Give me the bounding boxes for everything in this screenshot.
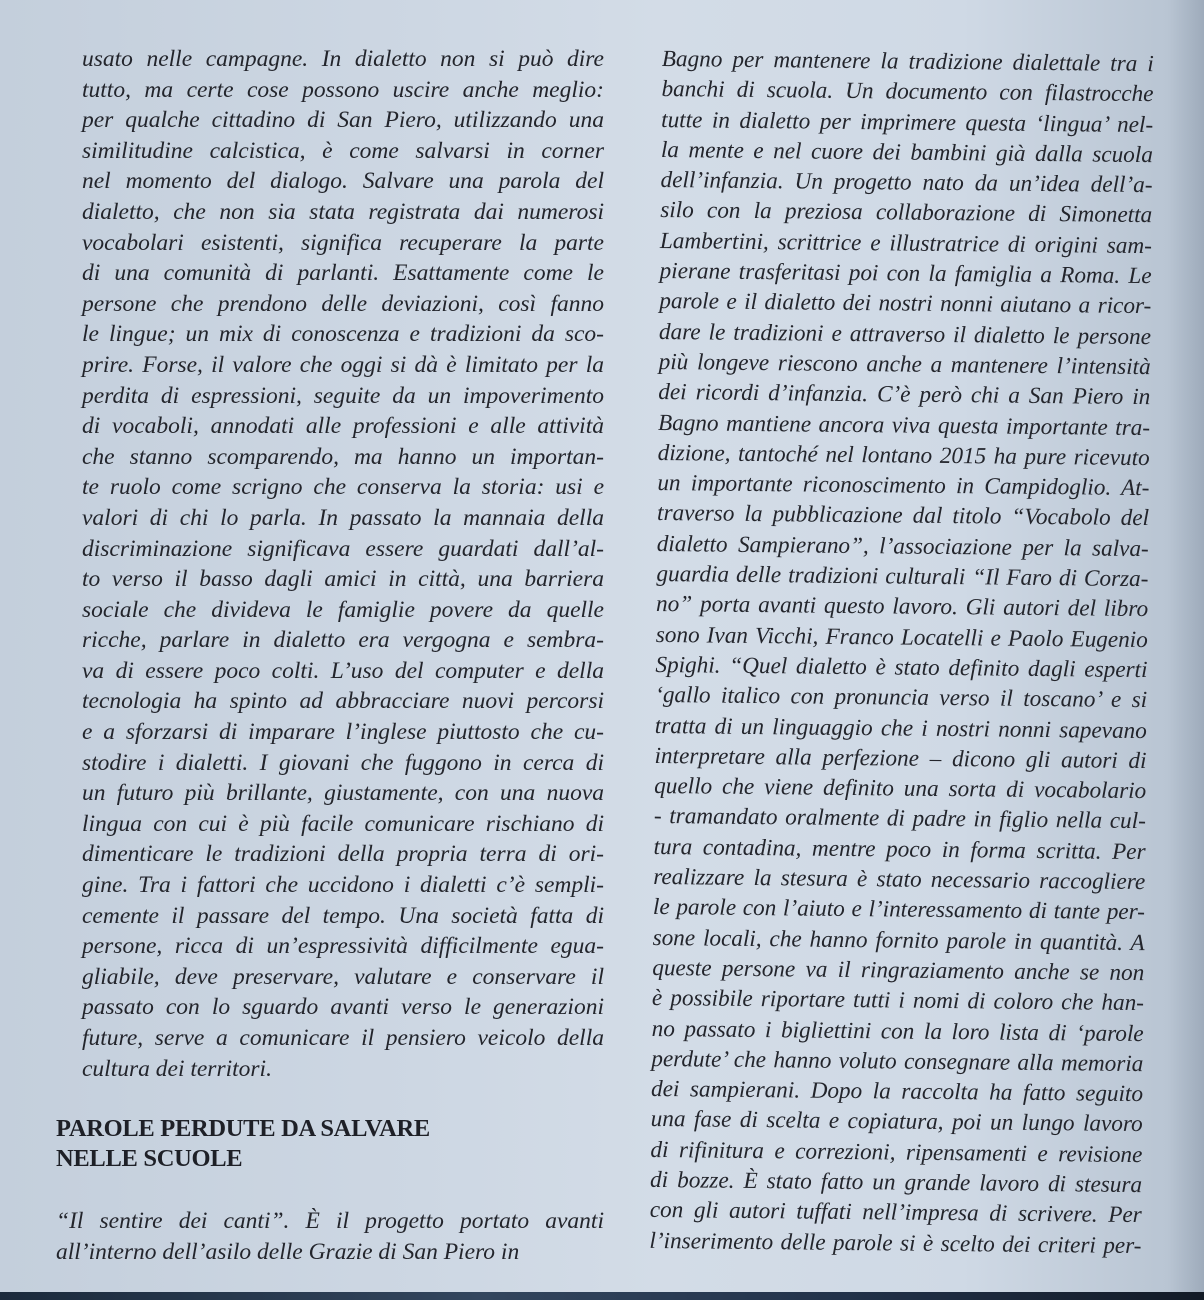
text-line: persone, ricca di un’espressività difficilmente egua- <box>82 933 604 960</box>
text-line: di una comunità di parlanti. Esattamente come le <box>82 260 604 287</box>
section-heading <box>56 1114 430 1174</box>
section-heading-line-2: NELLE SCUOLE <box>56 1145 243 1172</box>
text-line: con gli autori tuffati nell’impresa di scrivere. Per <box>649 1197 1142 1229</box>
text-line: usato nelle campagne. In dialetto non si può dire <box>82 46 604 72</box>
left-text-column <box>82 44 604 1084</box>
text-line: valori di chi lo parla. In passato la mannaia della <box>82 504 604 531</box>
text-line: no” porta avanti questo lavoro. Gli autori del libro <box>655 591 1149 623</box>
text-line: una fase di scelta e copiatura, poi un lungo lavoro <box>650 1106 1143 1138</box>
section-heading-line-1: PAROLE PERDUTE DA SALVARE <box>56 1115 430 1142</box>
text-line: - tramandato oralmente di padre in figlio nella cul- <box>653 803 1147 835</box>
text-line: pierane trasferitasi poi con la famiglia a Roma. Le <box>659 258 1152 290</box>
text-line: silo con la preziosa collaborazione di Simonetta <box>660 197 1153 229</box>
text-line: cultura dei territori. <box>82 1055 272 1082</box>
text-line: Spighi. “Quel dialetto è stato definito dagli esperti <box>655 651 1148 684</box>
text-line: te ruolo come scrigno che conserva la storia: usi e <box>82 474 604 501</box>
text-line: dialetto Sampierano”, l’associazione per la salva- <box>656 530 1149 562</box>
text-line: le parole con l’aiuto e l’interessamento di tante per- <box>652 894 1146 926</box>
text-line: sono Ivan Vicchi, Franco Locatelli e Paolo Eugenio <box>655 621 1148 653</box>
text-line: parole e il dialetto dei nostri nonni aiutano a ricor- <box>659 288 1152 320</box>
text-line: tura contadina, mentre poco in forma scritta. Per <box>653 833 1146 865</box>
text-line: un importante riconoscimento in Campidoglio. At- <box>657 470 1150 502</box>
text-line: dialetto, che non sia stata registrata dai numerosi <box>82 198 604 225</box>
text-line: e a sforzarsi di imparare l’inglese piuttosto che cu- <box>82 719 604 746</box>
text-line: traverso la pubblicazione dal titolo “Vocabolo del <box>656 500 1150 532</box>
text-line: lingua con cui è più facile comunicare rischiano di <box>82 810 604 837</box>
text-line: stodire i dialetti. I giovani che fuggono in cerca di <box>82 749 604 776</box>
text-line: gine. Tra i fattori che uccidono i dialetti c’è sempli- <box>82 872 604 899</box>
text-line: future, serve a comunicare il pensiero veicolo della <box>82 1025 604 1051</box>
text-line: cemente il passare del tempo. Una società fatta di <box>82 902 604 929</box>
text-line: tutto, ma certe cose possono uscire anche meglio: <box>82 76 604 103</box>
text-line: va di essere poco colti. L’uso del computer e della <box>82 657 604 684</box>
text-line: realizzare la stesura è stato necessario raccogliere <box>653 863 1146 896</box>
text-line: tutte in dialetto per imprimere questa ‘lingua’ nel- <box>661 106 1154 138</box>
text-line: l’inserimento delle parole si è scelto dei criteri per- <box>649 1227 1142 1259</box>
text-line: discriminazione significava essere guardati dall’al- <box>82 535 604 562</box>
text-line: persone che prendono delle deviazioni, così fanno <box>82 290 604 317</box>
text-line: Bagno per mantenere la tradizione dialettale tra i <box>661 45 1154 78</box>
text-line: tecnologia ha spinto ad abbracciare nuovi percorsi <box>82 688 604 715</box>
text-line: no passato i bigliettini con la loro lista di ‘parole <box>651 1015 1144 1047</box>
text-line: banchi di scuola. Un documento con filastrocche <box>661 76 1154 108</box>
text-line: dei sampierani. Dopo la raccolta ha fatto seguito <box>650 1076 1144 1108</box>
text-line: la mente e nel cuore dei bambini già dalla scuola <box>660 136 1154 169</box>
right-text-column <box>649 44 1154 1261</box>
text-line: un futuro più brillante, giustamente, con una nuova <box>82 780 604 807</box>
text-line: quello che viene definito una sorta di vocabolario <box>654 773 1147 805</box>
text-line: è possibile riportare tutti i nomi di coloro che han- <box>651 985 1145 1017</box>
text-line: prire. Forse, il valore che oggi si dà è limitato per la <box>82 351 604 378</box>
text-line: perdita di espressioni, seguite da un impoverimento <box>82 382 604 409</box>
section-intro-line: “Il sentire dei canti”. È il progetto portato avanti <box>56 1208 604 1234</box>
text-line: che stanno scomparendo, ma hanno un importan- <box>82 443 604 470</box>
left-column-body <box>82 44 604 1084</box>
text-line: queste persone va il ringraziamento anche se non <box>652 954 1145 987</box>
text-line: ricche, parlare in dialetto era vergogna e sembra- <box>82 627 604 654</box>
text-line: Bagno mantiene ancora viva questa importante tra- <box>657 409 1151 441</box>
text-line: passato con lo sguardo avanti verso le generazioni <box>82 994 604 1021</box>
text-line: gliabile, deve preservare, valutare e conservare il <box>82 963 604 990</box>
section-intro <box>56 1206 604 1267</box>
section-intro-line: all’interno dell’asilo delle Grazie di San Piero in <box>56 1238 520 1265</box>
text-line: Lambertini, scrittrice e illustratrice di origini sam- <box>659 227 1153 259</box>
text-line: per qualche cittadino di San Piero, utilizzando una <box>82 107 604 134</box>
text-line: dare le tradizioni e attraverso il dialetto le persone <box>658 318 1152 350</box>
text-line: nel momento del dialogo. Salvare una parola del <box>82 168 604 195</box>
text-line: interpretare alla perfezione – dicono gli autori di <box>654 742 1147 774</box>
text-line: dimenticare le tradizioni della propria terra di ori- <box>82 841 604 868</box>
text-line: più longeve riescono anche a mantenere l’intensità <box>658 348 1151 381</box>
text-line: sone locali, che hanno fornito parole in quantità. A <box>652 924 1145 956</box>
text-line: perdute’ che hanno voluto consegnare alla memoria <box>651 1045 1144 1077</box>
text-line: dell’infanzia. Un progetto nato da un’idea dell’a- <box>660 167 1153 199</box>
text-line: sociale che divideva le famiglie povere da quelle <box>82 596 604 623</box>
text-line: di rifinitura e correzioni, ripensamenti e revisione <box>650 1136 1143 1168</box>
text-line: guardia delle tradizioni culturali “Il Faro di Corza- <box>656 561 1149 593</box>
text-line: di bozze. È stato fatto un grande lavoro di stesura <box>649 1166 1143 1199</box>
text-line: tratta di un linguaggio che i nostri nonni sapevano <box>654 712 1147 744</box>
text-line: similitudine calcistica, è come salvarsi in corner <box>82 137 604 164</box>
text-line: dizione, tantoché nel lontano 2015 ha pure ricevuto <box>657 439 1150 471</box>
text-line: ‘gallo italico con pronuncia verso il toscano’ e si <box>655 682 1148 714</box>
text-line: le lingue; un mix di conoscenza e tradizioni da sco- <box>82 321 604 348</box>
page-bottom-edge <box>0 1292 1204 1300</box>
text-line: vocabolari esistenti, significa recuperare la parte <box>82 229 604 256</box>
text-line: di vocaboli, annodati alle professioni e alle attività <box>82 413 604 440</box>
right-column-body <box>649 44 1154 1261</box>
text-line: dei ricordi d’infanzia. C’è però chi a San Piero in <box>658 379 1151 411</box>
text-line: to verso il basso dagli amici in città, una barriera <box>82 566 604 593</box>
